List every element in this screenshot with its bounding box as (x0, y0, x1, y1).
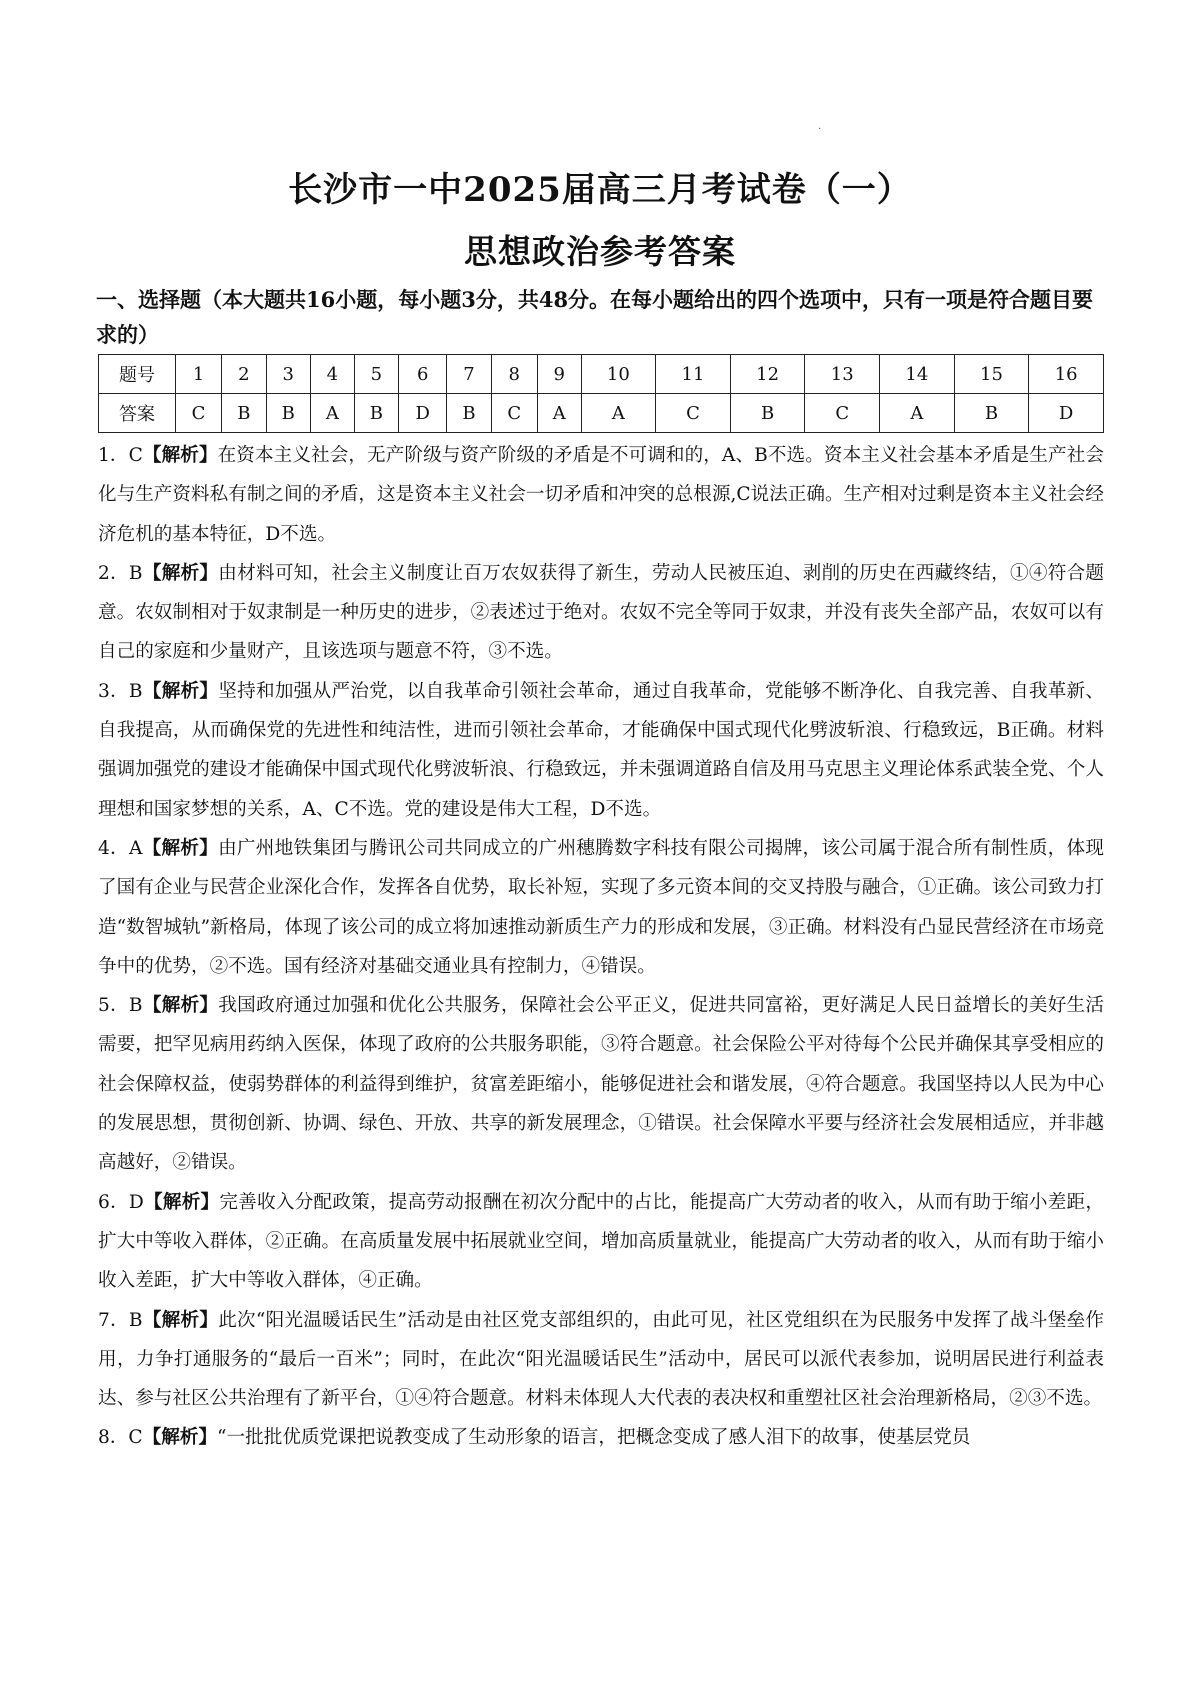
answer-cell: B (266, 394, 310, 433)
explanation-answer: 1．C (98, 445, 143, 466)
answer-cell: D (1029, 394, 1104, 433)
question-number-cell: 6 (399, 355, 447, 394)
explanation-answer: 8．C (98, 1427, 143, 1449)
explanation-text: 由材料可知，社会主义制度让百万农奴获得了新生，劳动人民被压迫、剥削的历史在西藏终结，①④符合题意。农奴制相对于奴隶制是一种历史的进步，②表述过于绝对。农奴不完全等同于奴隶，并没有丧失全部产品，农奴可以有自己的家庭和少量财产，且该选项与题意不符，③不选。 (98, 562, 1104, 663)
answer-cell: B (447, 394, 491, 433)
answer-cell: B (354, 394, 398, 433)
explanations (98, 436, 1104, 1458)
explanation-tag: 【解析】 (142, 995, 219, 1017)
question-number-cell: 7 (447, 355, 491, 394)
explanation-paragraph (98, 554, 1104, 672)
answer-table-number-row (99, 355, 1104, 394)
explanation-tag: 【解析】 (142, 445, 218, 466)
explanation-paragraph (98, 1418, 1104, 1457)
answer-table-answer-row (99, 394, 1104, 433)
row-label-answer: 答案 (99, 394, 176, 433)
explanation-text: 由广州地铁集团与腾讯公司共同成立的广州穗腾数字科技有限公司揭牌，该公司属于混合所有制性质，体现了国有企业与民营企业深化合作，发挥各自优势，取长补短，实现了多元资本间的交叉持股与融合，①正确。该公司致力打造“数智城轨”新格局，体现了该公司的成立将加速推动新质生产力的形成和发展，③正确。材料没有凸显民营经济在市场竞争中的优势，②不选。国有经济对基础交通业具有控制力，④错误。 (98, 837, 1104, 977)
answer-cell: A (537, 394, 581, 433)
question-number-cell: 8 (491, 355, 537, 394)
answer-table (98, 354, 1104, 433)
answer-cell: A (310, 394, 354, 433)
question-number-cell: 15 (954, 355, 1029, 394)
explanation-paragraph (98, 436, 1104, 554)
explanation-answer: 3．B (98, 680, 143, 702)
answer-cell: A (880, 394, 955, 433)
explanation-paragraph (98, 1301, 1104, 1419)
explanation-tag: 【解析】 (142, 1309, 219, 1331)
question-number-cell: 14 (880, 355, 955, 394)
page-title: 长沙市一中2025届高三月考试卷（一） (288, 170, 912, 210)
explanation-text: 我国政府通过加强和优化公共服务，保障社会公平正义，促进共同富裕，更好满足人民日益增长的美好生活需要，把罕见病用药纳入医保，体现了政府的公共服务职能，③符合题意。社会保险公平对待每个公民并确保其享受相应的社会保障权益，使弱势群体的利益得到维护，贫富差距缩小，能够促进社会和谐发展，④符合题意。我国坚持以人民为中心的发展思想，贯彻创新、协调、绿色、开放、共享的新发展理念，①错误。社会保障水平要与经济社会发展相适应，并非越高越好，②错误。 (98, 995, 1104, 1174)
explanation-text: 坚持和加强从严治党，以自我革命引领社会革命，通过自我革命，党能够不断净化、自我完善、自我革新、自我提高，从而确保党的先进性和纯洁性，进而引领社会革命，才能确保中国式现代化劈波斩浪、行稳致远，B正确。材料强调加强党的建设才能确保中国式现代化劈波斩浪、行稳致远，并未强调道路自信及用马克思主义理论体系武装全党、个人理想和国家梦想的关系，A、C不选。党的建设是伟大工程，D不选。 (98, 680, 1104, 820)
top-mark: · (818, 124, 822, 135)
question-number-cell: 16 (1029, 355, 1104, 394)
explanation-paragraph (98, 829, 1104, 986)
question-number-cell: 10 (581, 355, 656, 394)
answer-cell: C (656, 394, 731, 433)
question-number-cell: 3 (266, 355, 310, 394)
page-subtitle: 思想政治参考答案 (464, 232, 736, 271)
explanation-paragraph (98, 1183, 1104, 1301)
answer-cell: B (730, 394, 805, 433)
explanation-text: “一批批优质党课把说教变成了生动形象的语言，把概念变成了感人泪下的故事，使基层党员 (217, 1427, 971, 1449)
answer-cell: C (491, 394, 537, 433)
question-number-cell: 1 (176, 355, 222, 394)
question-number-cell: 9 (537, 355, 581, 394)
answer-cell: B (222, 394, 266, 433)
explanation-paragraph (98, 672, 1104, 829)
answer-cell: A (581, 394, 656, 433)
explanation-paragraph (98, 986, 1104, 1182)
question-number-cell: 13 (805, 355, 880, 394)
question-number-cell: 5 (354, 355, 398, 394)
row-label-number: 题号 (99, 355, 176, 394)
explanation-answer: 6．D (98, 1191, 144, 1213)
explanation-text: 完善收入分配政策，提高劳动报酬在初次分配中的占比，能提高广大劳动者的收入，从而有助于缩小差距，扩大中等收入群体，②正确。在高质量发展中拓展就业空间，增加高质量就业，能提高广大劳动者的收入，从而有助于缩小收入差距，扩大中等收入群体，④正确。 (98, 1191, 1104, 1292)
question-number-cell: 12 (730, 355, 805, 394)
explanation-answer: 5．B (98, 995, 143, 1017)
explanation-tag: 【解析】 (142, 1427, 218, 1449)
explanation-answer: 7．B (98, 1309, 143, 1331)
section-heading: 一、选择题（本大题共16小题，每小题3分，共48分。在每小题给出的四个选项中，只有一项是符合题目要求的） (96, 287, 1094, 347)
explanation-tag: 【解析】 (143, 1191, 220, 1213)
answer-cell: B (954, 394, 1029, 433)
question-number-cell: 11 (656, 355, 731, 394)
answer-cell: D (399, 394, 447, 433)
explanation-tag: 【解析】 (142, 680, 219, 702)
explanation-tag: 【解析】 (142, 837, 219, 859)
explanation-answer: 4．A (98, 837, 143, 859)
explanation-text: 此次“阳光温暖话民生”活动是由社区党支部组织的，由此可见，社区党组织在为民服务中发挥了战斗堡垒作用，力争打通服务的“最后一百米”；同时，在此次“阳光温暖话民生”活动中，居民可以派代表参加，说明居民进行利益表达、参与社区公共治理有了新平台，①④符合题意。材料未体现人大代表的表决权和重塑社区社会治理新格局，②③不选。 (98, 1309, 1104, 1410)
explanation-answer: 2．B (98, 562, 143, 584)
answer-cell: C (176, 394, 222, 433)
explanation-tag: 【解析】 (142, 562, 219, 584)
answer-cell: C (805, 394, 880, 433)
question-number-cell: 4 (310, 355, 354, 394)
question-number-cell: 2 (222, 355, 266, 394)
explanation-text: 在资本主义社会，无产阶级与资产阶级的矛盾是不可调和的，A、B不选。资本主义社会基本矛盾是生产社会化与生产资料私有制之间的矛盾，这是资本主义社会一切矛盾和冲突的总根源,C说法正确。生产相对过剩是资本主义社会经济危机的基本特征，D不选。 (98, 445, 1104, 545)
